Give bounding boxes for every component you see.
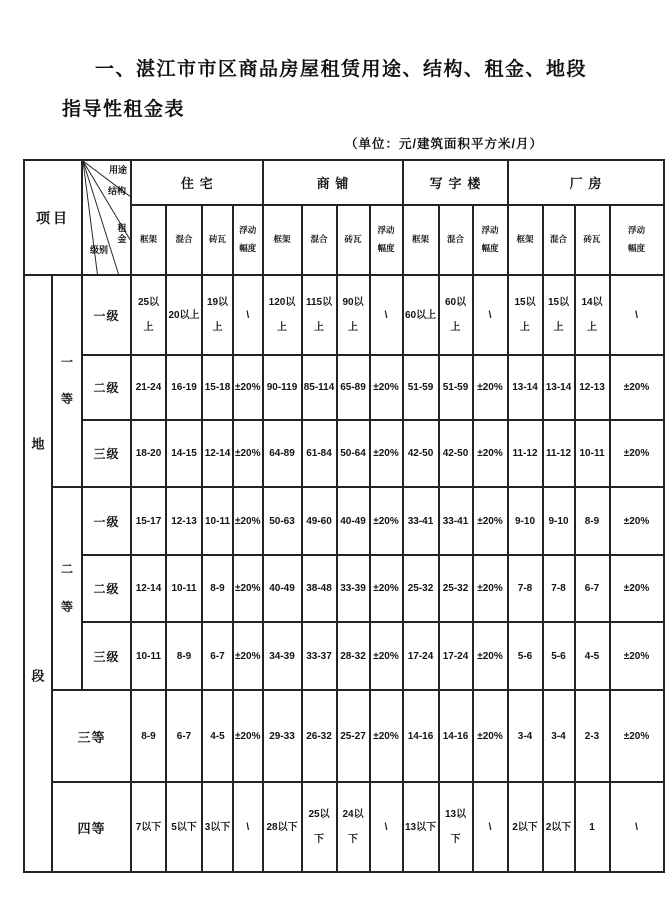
rent-cell: ±20%	[473, 555, 508, 622]
rent-cell: 33-41	[439, 487, 473, 555]
rent-cell: 12-13	[575, 355, 610, 420]
rent-cell: 3以下	[202, 782, 233, 872]
title-line-2: 指导性租金表	[62, 99, 186, 120]
sub-header: 砖瓦	[202, 205, 233, 275]
table-row	[24, 555, 664, 622]
rent-cell: 4-5	[575, 622, 610, 690]
rent-cell: ±20%	[233, 555, 263, 622]
rent-cell: ±20%	[473, 420, 508, 487]
rent-cell: 12-14	[131, 555, 166, 622]
rent-cell: ±20%	[610, 420, 664, 487]
table-row	[24, 690, 664, 782]
rent-cell: 4-5	[202, 690, 233, 782]
rent-cell: \	[370, 275, 403, 355]
rent-cell: ±20%	[233, 355, 263, 420]
rent-cell: 19以上	[202, 275, 233, 355]
rent-cell: 33-39	[337, 555, 370, 622]
rent-cell: ±20%	[233, 487, 263, 555]
rent-cell: 90以上	[337, 275, 370, 355]
rent-cell: \	[473, 782, 508, 872]
rent-cell: 34-39	[263, 622, 302, 690]
rent-cell: 12-13	[166, 487, 202, 555]
rent-cell: 11-12	[543, 420, 575, 487]
rent-cell: 15以上	[543, 275, 575, 355]
sub-header: 框架	[403, 205, 439, 275]
rent-cell: 8-9	[166, 622, 202, 690]
group-header-shop: 商铺	[263, 160, 403, 205]
diagonal-lines	[83, 161, 130, 274]
rent-cell: 9-10	[508, 487, 543, 555]
sub-header: 混合	[439, 205, 473, 275]
table-row	[24, 782, 664, 872]
rent-cell: 9-10	[543, 487, 575, 555]
rent-cell: 26-32	[302, 690, 337, 782]
rent-cell: 2以下	[543, 782, 575, 872]
rent-cell: ±20%	[473, 690, 508, 782]
group-header-office: 写字楼	[403, 160, 508, 205]
group-header-factory: 厂房	[508, 160, 664, 205]
rent-cell: ±20%	[610, 690, 664, 782]
rent-cell: 11-12	[508, 420, 543, 487]
rent-cell: ±20%	[370, 690, 403, 782]
rent-cell: ±20%	[610, 622, 664, 690]
table-row	[24, 355, 664, 420]
group-header-residential: 住宅	[131, 160, 263, 205]
rent-cell: 13以下	[439, 782, 473, 872]
rent-cell: 120以上	[263, 275, 302, 355]
tier-cell-2: 二等	[52, 487, 82, 690]
rent-cell: \	[233, 782, 263, 872]
rent-cell: \	[370, 782, 403, 872]
rent-cell: 10-11	[202, 487, 233, 555]
rent-cell: ±20%	[473, 622, 508, 690]
rent-cell: 8-9	[575, 487, 610, 555]
rent-cell: 3-4	[543, 690, 575, 782]
rent-cell: 40-49	[263, 555, 302, 622]
rent-cell: 29-33	[263, 690, 302, 782]
rent-cell: 2-3	[575, 690, 610, 782]
rent-cell: ±20%	[473, 355, 508, 420]
rent-cell: 5-6	[543, 622, 575, 690]
rent-cell: 51-59	[403, 355, 439, 420]
sub-header: 混合	[166, 205, 202, 275]
rent-cell: \	[233, 275, 263, 355]
rent-cell: 10-11	[131, 622, 166, 690]
sub-header: 浮动幅度	[610, 205, 664, 275]
rent-cell: ±20%	[370, 555, 403, 622]
document-title	[62, 50, 622, 130]
level-cell: 三级	[82, 420, 131, 487]
level-cell: 一级	[82, 275, 131, 355]
rent-cell: 13以下	[403, 782, 439, 872]
rent-cell: ±20%	[610, 555, 664, 622]
rent-cell: 50-64	[337, 420, 370, 487]
rent-cell: 38-48	[302, 555, 337, 622]
rent-cell: 65-89	[337, 355, 370, 420]
tier-cell-4: 四等	[52, 782, 131, 872]
rent-cell: 24以下	[337, 782, 370, 872]
table-row	[24, 420, 664, 487]
unit-note: （单位：元/建筑面积平方米/月）	[345, 137, 543, 151]
sub-header: 混合	[302, 205, 337, 275]
location-char: 段	[31, 668, 45, 684]
table-row	[24, 622, 664, 690]
diagonal-label-rent: 租金	[117, 223, 127, 245]
rent-cell: 40-49	[337, 487, 370, 555]
rent-cell: 25-32	[439, 555, 473, 622]
rent-cell: 7-8	[543, 555, 575, 622]
rent-cell: 12-14	[202, 420, 233, 487]
table-row	[24, 275, 664, 355]
rent-cell: 18-20	[131, 420, 166, 487]
title-line-1: 一、湛江市市区商品房屋租赁用途、结构、租金、地段	[95, 59, 588, 80]
rent-cell: 10-11	[575, 420, 610, 487]
rent-cell: 14-15	[166, 420, 202, 487]
rent-cell: \	[610, 275, 664, 355]
sub-header: 框架	[131, 205, 166, 275]
rent-cell: 14-16	[403, 690, 439, 782]
rent-cell: 25-32	[403, 555, 439, 622]
group-header-row	[24, 160, 664, 205]
rent-cell: 28以下	[263, 782, 302, 872]
tier-cell-3: 三等	[52, 690, 131, 782]
rent-cell: 6-7	[166, 690, 202, 782]
sub-header: 框架	[508, 205, 543, 275]
rent-cell: 115以上	[302, 275, 337, 355]
rent-guidance-table	[23, 159, 665, 873]
rent-cell: 14-16	[439, 690, 473, 782]
diagonal-header-cell	[82, 160, 131, 275]
rent-cell: 49-60	[302, 487, 337, 555]
rent-cell: 6-7	[575, 555, 610, 622]
rent-cell: 3-4	[508, 690, 543, 782]
rent-cell: 5以下	[166, 782, 202, 872]
sub-header: 框架	[263, 205, 302, 275]
rent-cell: 25以上	[131, 275, 166, 355]
rent-cell: ±20%	[610, 355, 664, 420]
rent-cell: 10-11	[166, 555, 202, 622]
rent-cell: ±20%	[370, 420, 403, 487]
rent-cell: ±20%	[370, 622, 403, 690]
rent-cell: ±20%	[370, 487, 403, 555]
sub-header: 混合	[543, 205, 575, 275]
sub-header: 砖瓦	[337, 205, 370, 275]
rent-cell: 7-8	[508, 555, 543, 622]
rent-cell: 15-18	[202, 355, 233, 420]
rent-cell: 13-14	[543, 355, 575, 420]
rent-cell: 33-37	[302, 622, 337, 690]
table-row	[24, 487, 664, 555]
rent-cell: 60以上	[403, 275, 439, 355]
rent-cell: 28-32	[337, 622, 370, 690]
rent-cell: 7以下	[131, 782, 166, 872]
rent-cell: \	[610, 782, 664, 872]
rent-cell: 20以上	[166, 275, 202, 355]
sub-header: 砖瓦	[575, 205, 610, 275]
diagonal-label-grade: 级别	[90, 245, 109, 255]
rent-cell: 25-27	[337, 690, 370, 782]
level-cell: 三级	[82, 622, 131, 690]
rent-cell: 25以下	[302, 782, 337, 872]
rent-cell: 16-19	[166, 355, 202, 420]
rent-cell: 42-50	[403, 420, 439, 487]
rent-cell: 8-9	[131, 690, 166, 782]
rent-cell: \	[473, 275, 508, 355]
rent-cell: ±20%	[233, 622, 263, 690]
rent-cell: 13-14	[508, 355, 543, 420]
rent-cell: 5-6	[508, 622, 543, 690]
rent-cell: 17-24	[403, 622, 439, 690]
sub-header: 浮动幅度	[370, 205, 403, 275]
location-header-cell	[24, 275, 52, 872]
sub-header: 浮动幅度	[473, 205, 508, 275]
rent-cell: 15-17	[131, 487, 166, 555]
rent-cell: ±20%	[370, 355, 403, 420]
rent-cell: 85-114	[302, 355, 337, 420]
diagonal-label-structure: 结构	[108, 186, 127, 196]
tier-cell-1: 一等	[52, 275, 82, 487]
project-header-cell: 项目	[24, 160, 82, 275]
rent-cell: 17-24	[439, 622, 473, 690]
rent-cell: 50-63	[263, 487, 302, 555]
rent-cell: 42-50	[439, 420, 473, 487]
sub-header: 浮动幅度	[233, 205, 263, 275]
rent-cell: ±20%	[473, 487, 508, 555]
rent-cell: 15以上	[508, 275, 543, 355]
rent-cell: ±20%	[610, 487, 664, 555]
rent-cell: 21-24	[131, 355, 166, 420]
rent-cell: 51-59	[439, 355, 473, 420]
level-cell: 二级	[82, 355, 131, 420]
rent-cell: ±20%	[233, 690, 263, 782]
rent-cell: 90-119	[263, 355, 302, 420]
rent-cell: 60以上	[439, 275, 473, 355]
rent-cell: 33-41	[403, 487, 439, 555]
rent-cell: 1	[575, 782, 610, 872]
location-char: 地	[31, 436, 45, 452]
rent-cell: 61-84	[302, 420, 337, 487]
rent-cell: 2以下	[508, 782, 543, 872]
rent-cell: 64-89	[263, 420, 302, 487]
rent-cell: 14以上	[575, 275, 610, 355]
level-cell: 一级	[82, 487, 131, 555]
rent-cell: 8-9	[202, 555, 233, 622]
rent-cell: ±20%	[233, 420, 263, 487]
level-cell: 二级	[82, 555, 131, 622]
rent-cell: 6-7	[202, 622, 233, 690]
diagonal-label-use: 用途	[108, 165, 127, 175]
